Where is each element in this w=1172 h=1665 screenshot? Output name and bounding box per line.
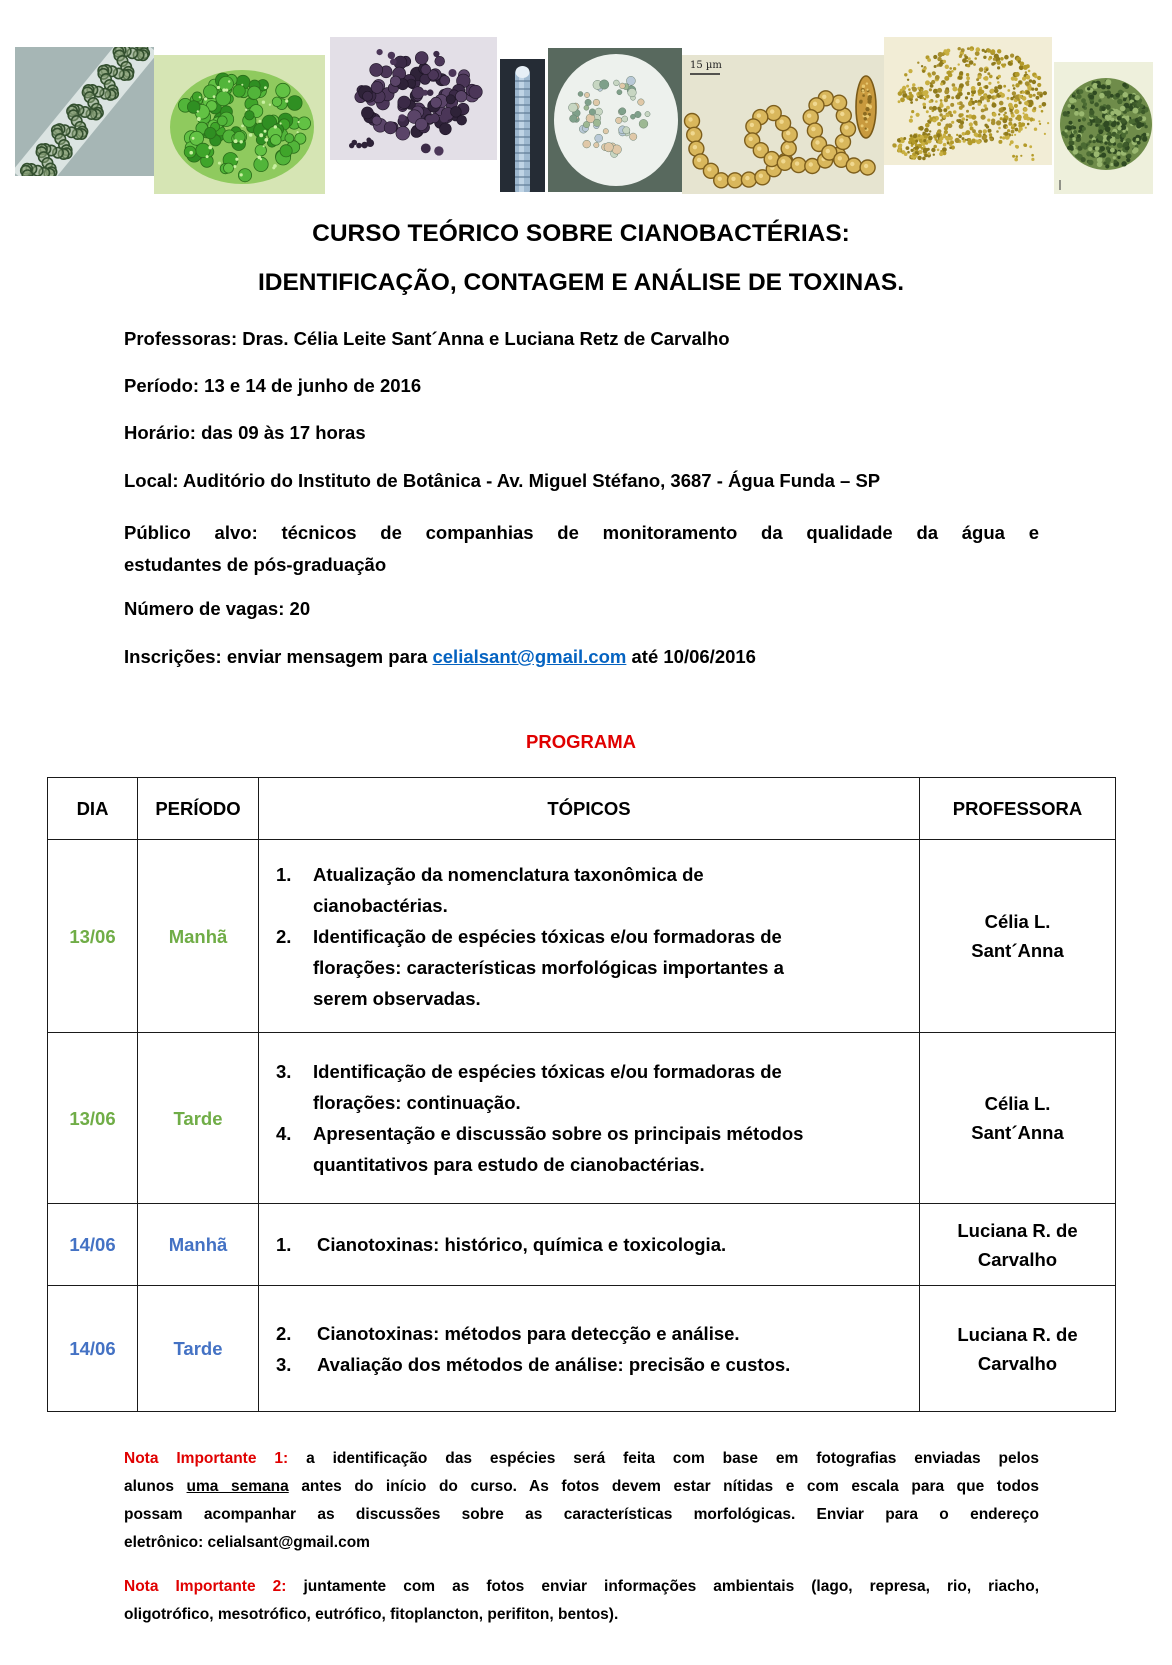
row-day: 13/06 [48, 1033, 138, 1204]
topic-line: florações: características morfológicas importantes a [313, 956, 784, 978]
table-row [48, 1033, 1116, 1204]
micrograph-round-colony [548, 48, 682, 192]
topic-item [276, 1318, 919, 1349]
row-day: 13/06 [48, 840, 138, 1033]
topic-number: 4. [276, 1123, 292, 1144]
note-text: juntamente com as fotos enviar informações ambientais (lago, represa, rio, riacho, [286, 1578, 1039, 1595]
row-period: Manhã [138, 1204, 259, 1286]
note-label: Nota Importante 2: [124, 1578, 287, 1595]
professor-line: Sant´Anna [971, 940, 1064, 961]
micrograph-straight-filament [500, 59, 545, 192]
row-professor [920, 1033, 1116, 1204]
publico-alvo-line-2: estudantes de pós-graduação [124, 554, 387, 575]
topic-line: Apresentação e discussão sobre os principais métodos [313, 1123, 804, 1144]
topic-line: Atualização da nomenclatura taxonômica de [313, 863, 704, 885]
info-publico-alvo [124, 517, 1039, 581]
professor-line: Sant´Anna [971, 1122, 1064, 1143]
row-period: Manhã [138, 840, 259, 1033]
topic-line: Avaliação dos métodos de análise: precisão e custos. [317, 1353, 791, 1375]
table-row [48, 1286, 1116, 1412]
topic-item [276, 921, 919, 1014]
note-line [124, 1473, 1039, 1501]
row-period: Tarde [138, 1286, 259, 1412]
note-line [124, 1445, 1039, 1473]
micrograph-dark-green-colony [1054, 62, 1153, 194]
topic-line: quantitativos para estudo de cianobactérias. [313, 1154, 705, 1175]
topic-number: 1. [276, 863, 292, 885]
topic-item [276, 1349, 919, 1380]
header-professora: PROFESSORA [920, 778, 1116, 840]
topic-line: Identificação de espécies tóxicas e/ou formadoras de [313, 925, 782, 947]
professor-line: Luciana R. de [957, 1219, 1078, 1241]
info-professoras: Professoras: Dras. Célia Leite Sant´Anna e Luciana Retz de Carvalho [124, 328, 730, 349]
topic-item [276, 1118, 919, 1180]
topic-item [276, 859, 919, 921]
topic-line: serem observadas. [313, 987, 481, 1009]
professor-line: Carvalho [977, 1248, 1058, 1270]
note-text: alunos [124, 1478, 187, 1495]
topic-line: Identificação de espécies tóxicas e/ou formadoras de [313, 1061, 782, 1082]
topic-line: florações: continuação. [313, 1092, 521, 1113]
professor-line: Luciana R. de [957, 1323, 1078, 1345]
topic-line: Cianotoxinas: métodos para detecção e análise. [317, 1322, 740, 1344]
row-day: 14/06 [48, 1204, 138, 1286]
note-line [124, 1573, 1039, 1601]
note-1 [124, 1445, 1039, 1557]
micrograph-spiral-filament [15, 47, 154, 176]
topic-line: cianobactérias. [313, 894, 448, 916]
row-topics [259, 840, 920, 1033]
scale-bar-label: 15 µm [690, 60, 722, 71]
professor-line: Célia L. [984, 1093, 1051, 1114]
topic-number: 2. [276, 1322, 292, 1344]
email-link[interactable]: celialsant@gmail.com [432, 646, 627, 667]
program-table [47, 777, 1116, 1412]
table-header-row [48, 778, 1116, 840]
topic-number: 3. [276, 1353, 292, 1375]
note-line: eletrônico: celialsant@gmail.com [124, 1534, 370, 1551]
topic-item [276, 1229, 919, 1260]
row-period: Tarde [138, 1033, 259, 1204]
topic-item [276, 1056, 919, 1118]
info-vagas: Número de vagas: 20 [124, 598, 311, 619]
note-2 [124, 1573, 1039, 1629]
publico-alvo-line-1: Público alvo: técnicos de companhias de monitoramento da qualidade da água e [124, 522, 1039, 543]
row-topics [259, 1204, 920, 1286]
programa-heading: PROGRAMA [526, 731, 636, 752]
info-periodo: Período: 13 e 14 de junho de 2016 [124, 375, 422, 396]
note-text: antes do início do curso. As fotos devem estar nítidas e com escala para que todos [288, 1478, 1039, 1495]
topic-number: 3. [276, 1061, 292, 1082]
professor-line: Carvalho [977, 1352, 1058, 1374]
note-label: Nota Importante 1: [124, 1450, 289, 1467]
table-row [48, 1204, 1116, 1286]
row-topics [259, 1033, 920, 1204]
header-periodo: PERÍODO [138, 778, 259, 840]
micrograph-golden-colony [884, 37, 1052, 165]
header-dia: DIA [48, 778, 138, 840]
row-professor [920, 1286, 1116, 1412]
note-line: possam acompanhar as discussões sobre as características morfológicas. Enviar para o endereço [124, 1506, 1039, 1523]
header-topicos: TÓPICOS [259, 778, 920, 840]
note-underlined-text: uma semana [186, 1478, 289, 1495]
professor-line: Célia L. [984, 911, 1051, 932]
table-row [48, 840, 1116, 1033]
course-title-line-2: IDENTIFICAÇÃO, CONTAGEM E ANÁLISE DE TOXINAS. [257, 269, 905, 296]
micrograph-green-colony [154, 55, 325, 194]
course-title-line-1: CURSO TEÓRICO SOBRE CIANOBACTÉRIAS: [312, 220, 850, 247]
info-local: Local: Auditório do Instituto de Botânica - Av. Miguel Stéfano, 3687 - Água Funda – SP [124, 470, 881, 491]
info-horario: Horário: das 09 às 17 horas [124, 422, 366, 443]
topic-line: Cianotoxinas: histórico, química e toxicologia. [317, 1234, 727, 1255]
inscricoes-deadline: até 10/06/2016 [626, 646, 756, 667]
micrograph-beaded-filament [682, 55, 884, 194]
note-text: a identificação das espécies será feita com base em fotografias enviadas pelos [288, 1450, 1039, 1467]
inscricoes-prefix: Inscrições: enviar mensagem para [124, 646, 433, 667]
row-topics [259, 1286, 920, 1412]
row-professor [920, 840, 1116, 1033]
note-line: oligotrófico, mesotrófico, eutrófico, fitoplancton, perifiton, bentos). [124, 1606, 619, 1623]
topic-number: 1. [276, 1234, 292, 1255]
info-inscricoes [124, 645, 1039, 669]
micrograph-dark-cell-cluster [330, 37, 497, 160]
topic-number: 2. [276, 925, 292, 947]
row-day: 14/06 [48, 1286, 138, 1412]
row-professor [920, 1204, 1116, 1286]
